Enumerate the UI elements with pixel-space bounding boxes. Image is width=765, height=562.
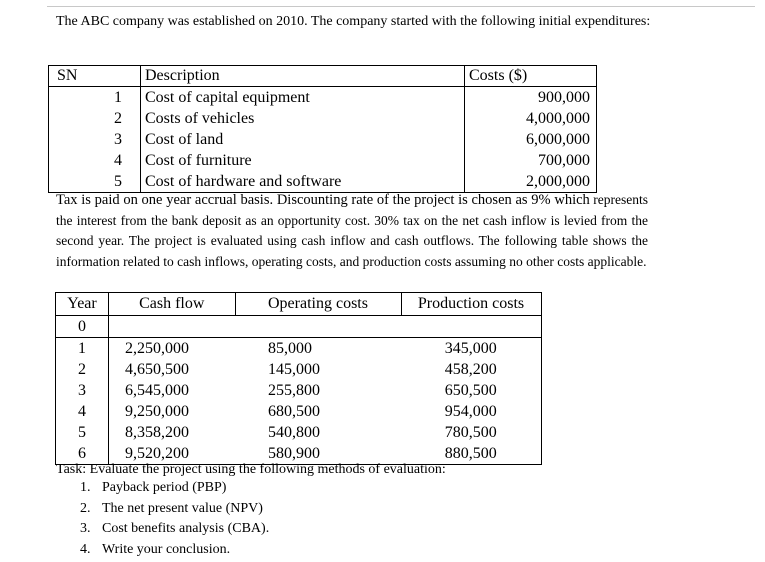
row-production: 345,000 xyxy=(401,338,541,360)
row-cash-flow: 4,650,500 xyxy=(125,361,189,378)
row-cost: 900,000 xyxy=(465,87,597,109)
table-row xyxy=(56,422,542,443)
list-item xyxy=(80,478,269,499)
row-operating: 145,000 xyxy=(268,361,320,378)
row-operating: 85,000 xyxy=(268,340,312,357)
table-row xyxy=(49,129,597,150)
header-costs: Costs ($) xyxy=(465,66,597,87)
row-operating xyxy=(235,316,401,338)
row-description: Cost of land xyxy=(141,129,465,150)
row-cash-flow: 2,250,000 xyxy=(125,340,189,357)
row-year: 6 xyxy=(56,443,109,465)
header-operating-costs: Operating costs xyxy=(235,293,401,316)
task-text: Evaluate the project using the following methods of evaluation: xyxy=(89,462,446,477)
row-production: 880,500 xyxy=(401,443,541,465)
row-description: Cost of hardware and software xyxy=(141,171,465,193)
table-row xyxy=(56,316,542,338)
table-row xyxy=(56,338,542,360)
top-rule xyxy=(47,6,755,7)
description-paragraph xyxy=(56,190,648,272)
item-text: Write your conclusion. xyxy=(102,541,231,557)
row-cash-flow xyxy=(109,316,236,338)
row-sn: 5 xyxy=(114,173,122,190)
row-description: Cost of capital equipment xyxy=(141,87,465,109)
row-production: 954,000 xyxy=(401,401,541,422)
header-sn: SN xyxy=(49,66,141,87)
paragraph-first-line: Tax is paid on one year accrual basis. Discounting rate of the project is chosen as 9% which xyxy=(56,192,590,208)
table-row xyxy=(56,380,542,401)
row-cash-flow: 9,520,200 xyxy=(109,443,236,465)
item-number: 1. xyxy=(80,480,91,495)
row-cash-flow: 8,358,200 xyxy=(125,424,189,441)
table-row xyxy=(56,359,542,380)
item-number: 3. xyxy=(80,521,91,536)
row-sn: 4 xyxy=(114,152,122,169)
list-item xyxy=(80,499,269,520)
table-header-row xyxy=(49,66,597,87)
header-cash-flow: Cash flow xyxy=(109,293,236,316)
intro-text: The ABC company was established on 2010. The company started with the following initial expenditures: xyxy=(56,14,651,29)
item-text: Payback period (PBP) xyxy=(102,480,227,495)
list-item xyxy=(80,519,269,540)
table-row xyxy=(49,150,597,171)
row-cash-flow: 6,545,000 xyxy=(125,382,189,399)
row-year: 4 xyxy=(56,401,109,422)
cashflow-table xyxy=(55,292,542,465)
table-row xyxy=(56,401,542,422)
row-production: 458,200 xyxy=(401,359,541,380)
row-production: 650,500 xyxy=(401,380,541,401)
paragraph-rest: represents the interest from the bank deposit as an opportunity cost. 30% tax on the net cash inflow is levied from the second year. The project is evaluated using cash inflow and cash outflows. The following table shows the information related to cash inflows, operating costs, and production costs assuming no other costs applicable. xyxy=(56,192,648,269)
row-production xyxy=(401,316,541,338)
task-list xyxy=(80,478,269,560)
row-cash-flow: 9,250,000 xyxy=(125,403,189,420)
row-year: 2 xyxy=(56,359,109,380)
row-year: 3 xyxy=(56,380,109,401)
row-cost: 700,000 xyxy=(465,150,597,171)
row-year: 1 xyxy=(56,338,109,360)
task-heading xyxy=(56,460,446,480)
row-sn: 1 xyxy=(114,89,122,106)
task-label: Task: xyxy=(56,462,87,477)
table-row xyxy=(49,87,597,109)
header-production-costs: Production costs xyxy=(401,293,541,316)
row-operating: 540,800 xyxy=(268,424,320,441)
table-header-row xyxy=(56,293,542,316)
header-description: Description xyxy=(141,66,465,87)
expenditures-table xyxy=(48,65,597,193)
item-text: The net present value (NPV) xyxy=(102,500,263,516)
row-operating: 680,500 xyxy=(268,403,320,420)
item-number: 4. xyxy=(80,541,91,557)
list-item xyxy=(80,540,269,561)
item-text: Cost benefits analysis (CBA). xyxy=(102,521,270,536)
header-year: Year xyxy=(56,293,109,316)
row-cost: 6,000,000 xyxy=(465,129,597,150)
row-cost: 2,000,000 xyxy=(465,171,597,193)
row-description: Cost of furniture xyxy=(141,150,465,171)
row-year: 0 xyxy=(56,316,109,338)
row-year: 5 xyxy=(56,422,109,443)
row-sn: 2 xyxy=(114,110,122,127)
row-cost: 4,000,000 xyxy=(465,108,597,129)
table-row xyxy=(49,108,597,129)
row-sn: 3 xyxy=(114,131,122,148)
row-description: Costs of vehicles xyxy=(141,108,465,129)
item-number: 2. xyxy=(80,500,91,516)
row-operating: 580,900 xyxy=(235,443,401,465)
row-operating: 255,800 xyxy=(268,382,320,399)
row-production: 780,500 xyxy=(401,422,541,443)
